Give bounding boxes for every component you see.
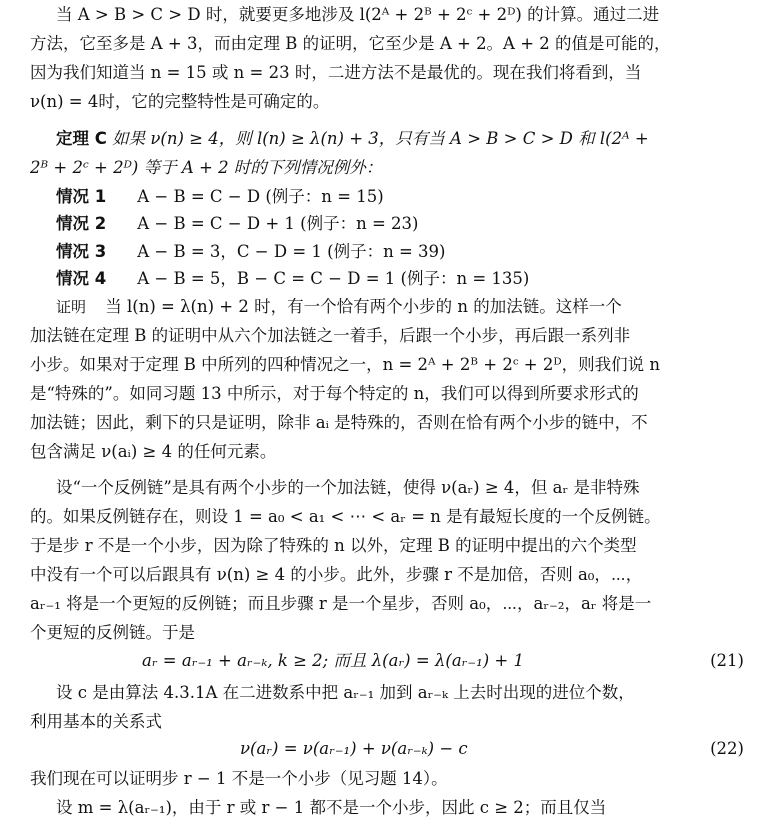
paragraph-2-line-5: aᵣ₋₁ 将是一个更短的反例链；而且步骤 r 是一个星步，否则 a₀，⋯，aᵣ₋₂，aᵣ 将是一 (30, 594, 652, 613)
theorem-c-line-1 (56, 126, 752, 152)
paragraph-2-line-3: 于是步 r 不是一个小步，因为除了特殊的 n 以外，定理 B 的证明中提出的六个类型 (30, 536, 637, 555)
equation-21-body: aᵣ = aᵣ₋₁ + aᵣ₋ₖ, k ≥ 2; 而且 λ(aᵣ) = λ(aᵣ₋₁) + 1 (142, 651, 524, 670)
case-2 (56, 211, 752, 237)
theorem-statement-1: 如果 ν(n) ≥ 4，则 l(n) ≥ λ(n) + 3，只有当 A > B > C > D 和 l(2ᴬ + (112, 129, 649, 148)
equation-22-body: ν(aᵣ) = ν(aᵣ₋₁) + ν(aᵣ₋ₖ) − c (240, 739, 468, 758)
case-label: 情况 1 (56, 187, 107, 206)
proof-line-3: 小步。如果对于定理 B 中所列的四种情况之一，n = 2ᴬ + 2ᴮ + 2ᶜ + 2ᴰ，则我们说 n (30, 355, 661, 374)
proof-line-2: 加法链在定理 B 的证明中从六个加法链之一着手，后跟一个小步，再后跟一系列非 (30, 326, 631, 345)
case-text: A − B = 5，B − C = C − D = 1 (例子：n = 135) (137, 269, 530, 288)
equation-22-number: (22) (710, 739, 744, 758)
paragraph-2-line-6: 个更短的反例链。于是 (30, 623, 195, 642)
case-text: A − B = C − D + 1 (例子：n = 23) (137, 214, 419, 233)
case-4 (56, 266, 752, 292)
case-label: 情况 3 (56, 242, 107, 261)
proof-label: 证明 (56, 298, 87, 316)
proof-line-6: 包含满足 ν(aᵢ) ≥ 4 的任何元素。 (30, 442, 277, 461)
case-text: A − B = C − D (例子：n = 15) (137, 187, 384, 206)
case-1 (56, 184, 752, 210)
case-text: A − B = 3，C − D = 1 (例子：n = 39) (137, 242, 446, 261)
paragraph-2-line-2: 的。如果反例链存在，则设 1 = a₀ < a₁ < ⋯ < aᵣ = n 是有最短长度的一个反例链。 (30, 507, 661, 526)
paragraph-1-line-3: 因为我们知道当 n = 15 或 n = 23 时，二进方法不是最优的。现在我们将看到，当 (30, 63, 642, 82)
paragraph-2-line-4: 中没有一个可以后跟具有 ν(n) ≥ 4 的小步。此外，步骤 r 不是加倍，否则 a₀，⋯， (30, 565, 643, 584)
equation-21-number: (21) (710, 651, 744, 670)
paragraph-1-line-1: 当 A > B > C > D 时，就要更多地涉及 l(2ᴬ + 2ᴮ + 2ᶜ + 2ᴰ) 的计算。通过二进 (56, 5, 660, 24)
theorem-label: 定理 C (56, 129, 107, 148)
proof-line-1 (56, 294, 752, 320)
paragraph-3-line-2: 利用基本的关系式 (30, 712, 162, 731)
case-label: 情况 2 (56, 214, 107, 233)
proof-line-4: 是“特殊的”。如同习题 13 中所示，对于每个特定的 n，我们可以得到所要求形式的 (30, 384, 639, 403)
proof-line-5: 加法链；因此，剩下的只是证明，除非 aᵢ 是特殊的，否则在恰有两个小步的链中，不 (30, 413, 648, 432)
theorem-statement-2: 2ᴮ + 2ᶜ + 2ᴰ) 等于 A + 2 时的下列情况例外： (30, 158, 383, 177)
paragraph-4-line-1: 我们现在可以证明步 r − 1 不是一个小步（见习题 14）。 (30, 769, 448, 788)
paragraph-4-line-2: 设 m = λ(aᵣ₋₁)，由于 r 或 r − 1 都不是一个小步，因此 c ≥ 2；而且仅当 (56, 798, 607, 817)
paragraph-3-line-1: 设 c 是由算法 4.3.1A 在二进数系中把 aᵣ₋₁ 加到 aᵣ₋ₖ 上去时出现的进位个数， (56, 683, 635, 702)
proof-text: 当 l(n) = λ(n) + 2 时，有一个恰有两个小步的 n 的加法链。这样一个 (105, 297, 622, 316)
case-3 (56, 239, 752, 265)
paragraph-1-line-4: ν(n) = 4时，它的完整特性是可确定的。 (30, 92, 330, 111)
case-label: 情况 4 (56, 269, 107, 288)
paragraph-2-line-1: 设“一个反例链”是具有两个小步的一个加法链，使得 ν(aᵣ) ≥ 4，但 aᵣ 是非特殊 (56, 478, 640, 497)
paragraph-1-line-2: 方法，它至多是 A + 3，而由定理 B 的证明，它至少是 A + 2。A + 2 的值是可能的， (30, 34, 671, 53)
